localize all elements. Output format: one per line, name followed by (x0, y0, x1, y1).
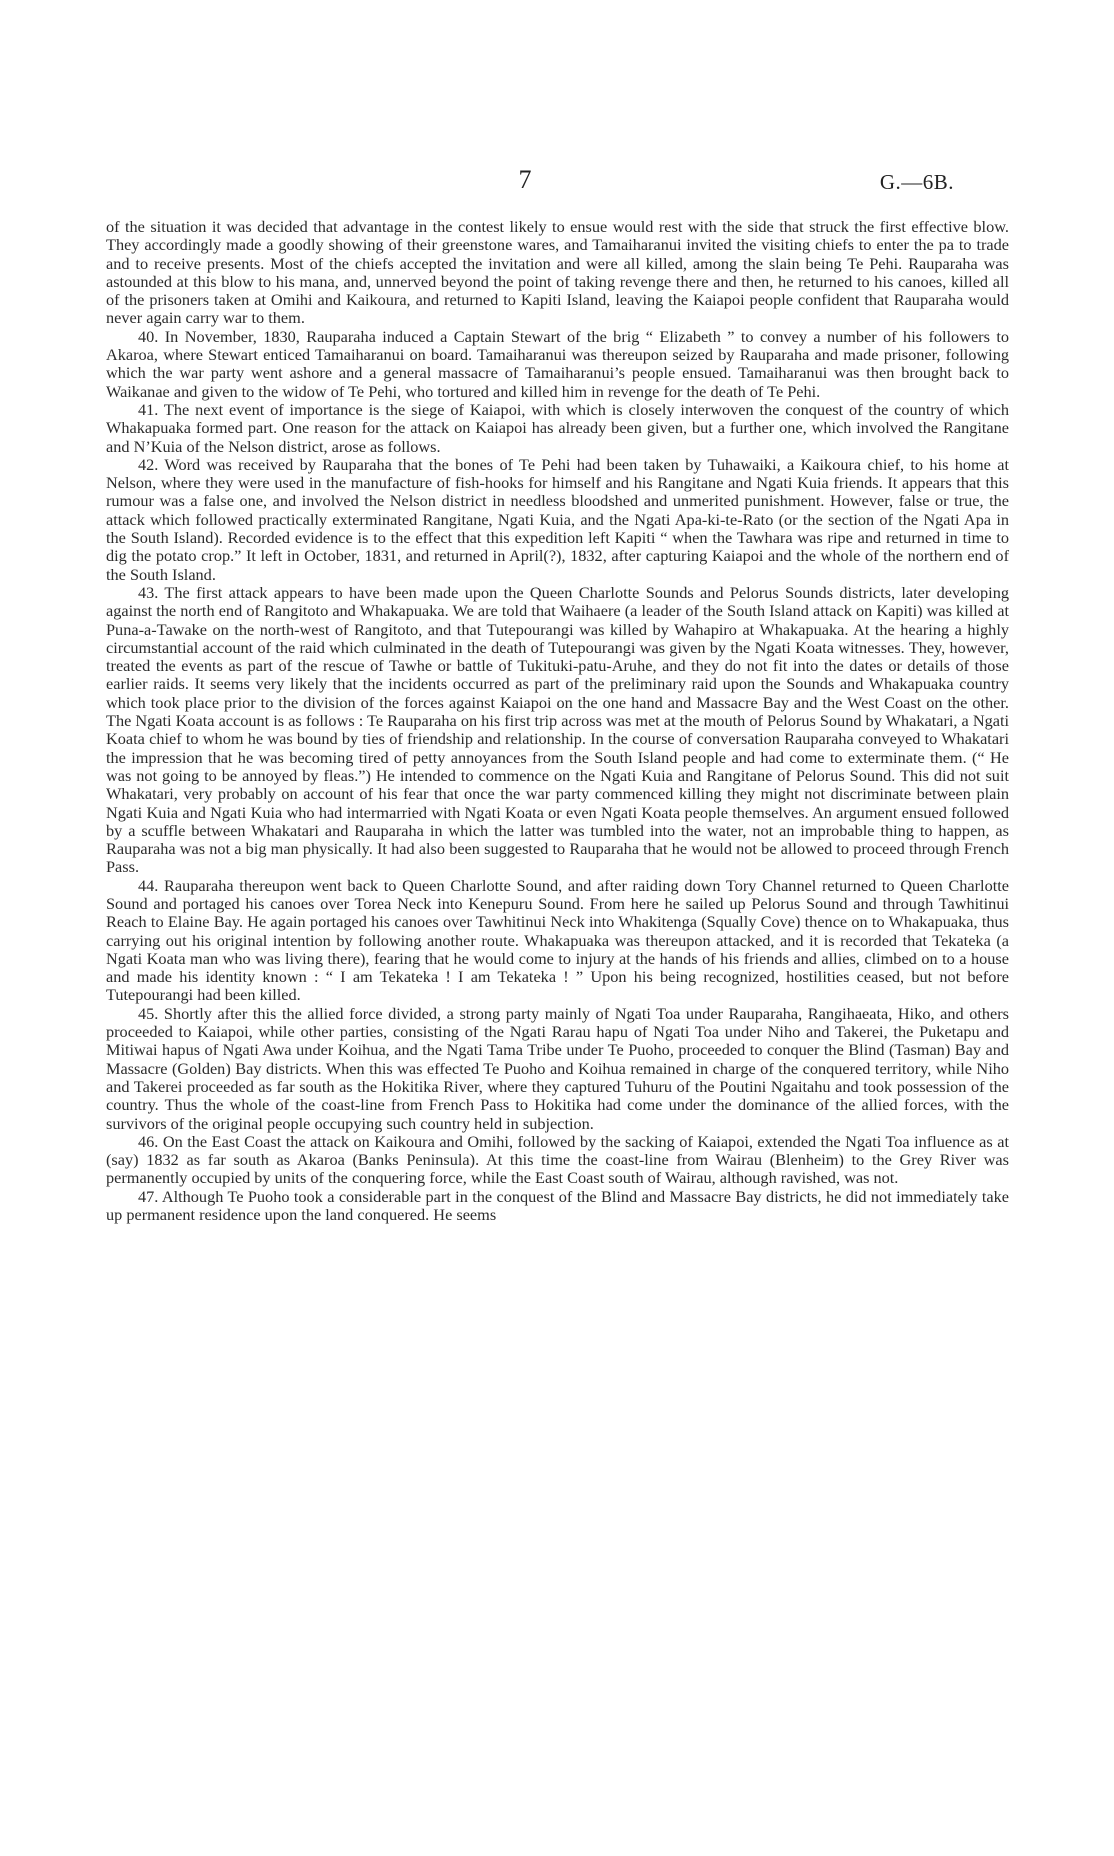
paragraph-40: 40. In November, 1830, Rauparaha induced a Captain Stewart of the brig “ Elizabeth ” to convey a number of his followers to Akaroa, where Stewart enticed Tamaiharanui on board. Tamaiharanui was thereupon seized by Rauparaha and made prisoner, following which the war party went ashore and a general massacre of Tamaiharanui’s people ensued. Tamaiharanui was then brought back to Waikanae and given to the widow of Te Pehi, who tortured and killed him in revenge for the death of Te Pehi. (106, 326, 1009, 401)
page-number: 7 (518, 165, 532, 194)
document-reference: G.—6B. (879, 170, 954, 194)
paragraph-45: 45. Shortly after this the allied force divided, a strong party mainly of Ngati Toa under Rauparaha, Rangihaeata, Hiko, and others proceeded to Kaiapoi, while other parties, consisting of the Ngati Rarau hapu of Ngati Toa under Niho and Takerei, the Puketapu and Mitiwai hapus of Ngati Awa under Koihua, and the Ngati Tama Tribe under Te Puoho, proceeded to conquer the Blind (Tasman) Bay and Massacre (Golden) Bay districts. When this was effected Te Puoho and Koihua remained in charge of the conquered territory, while Niho and Takerei proceeded as far south as the Hokitika River, where they captured Tuhuru of the Poutini Ngaitahu and took possession of the country. Thus the whole of the coast-line from French Pass to Hokitika had come under the dominance of the allied forces, with the survivors of the original people occupying such country held in subjection. (106, 1003, 1009, 1133)
paragraph-39-continuation: of the situation it was decided that advantage in the contest likely to ensue would rest with the side that struck the first effective blow. They accordingly made a goodly showing of their greenstone wares, and Tamaiharanui invited the visiting chiefs to enter the pa to trade and to receive presents. Most of the chiefs accepted the invitation and were all killed, among the slain being Te Pehi. Rauparaha was astounded at this blow to his mana, and, unnerved beyond the point of taking revenge there and then, he returned to his canoes, killed all of the prisoners taken at Omihi and Kaikoura, and returned to Kapiti Island, leaving the Kaiapoi people confident that Rauparaha would never again carry war to them. (106, 217, 1009, 328)
paragraph-47: 47. Although Te Puoho took a considerable part in the conquest of the Blind and Massacre Bay districts, he did not immediately take up permanent residence upon the land conquered. He seems (106, 1186, 1009, 1225)
body-text (106, 218, 1009, 1224)
paragraph-43: 43. The first attack appears to have been made upon the Queen Charlotte Sounds and Pelorus Sounds districts, later developing against the north end of Rangitoto and Whakapuaka. We are told that Waihaere (a leader of the South Island attack on Kapiti) was killed at Puna-a-Tawake on the north-west of Rangitoto, and that Tutepourangi was killed by Wahapiro at Whakapuaka. At the hearing a highly circumstantial account of the raid which culminated in the death of Tutepourangi was given by the Ngati Koata witnesses. They, however, treated the events as part of the rescue of Tawhe or battle of Tukituki-patu-Aruhe, and they do not fit into the dates or details of those earlier raids. It seems very likely that the incidents occurred as part of the preliminary raid upon the Sounds and Whakapuaka country which took place prior to the division of the forces against Kaiapoi on the one hand and Massacre Bay and the West Coast on the other. The Ngati Koata account is as follows : Te Rauparaha on his first trip across was met at the mouth of Pelorus Sound by Whakatari, a Ngati Koata chief to whom he was bound by ties of friendship and relationship. In the course of conversation Rauparaha conveyed to Whakatari the impression that he was becoming tired of petty annoyances from the South Island people and had come to exterminate them. (“ He was not going to be annoyed by fleas.”) He intended to commence on the Ngati Kuia and Rangitane of Pelorus Sound. This did not suit Whakatari, very probably on account of his fear that once the war party commenced killing they might not discriminate between plain Ngati Kuia and Ngati Kuia who had intermarried with Ngati Koata or even Ngati Koata people themselves. An argument ensued followed by a scuffle between Whakatari and Rauparaha in which the latter was tumbled into the water, not an improbable thing to happen, as Rauparaha was not a big man physically. It had also been suggested to Rauparaha that he would not be allowed to proceed through French Pass. (106, 582, 1010, 877)
paragraph-44: 44. Rauparaha thereupon went back to Queen Charlotte Sound, and after raiding down Tory Channel returned to Queen Charlotte Sound and portaged his canoes over Torea Neck into Kenepuru Sound. From here he sailed up Pelorus Sound and through Tawhitinui Reach to Elaine Bay. He again portaged his canoes over Tawhitinui Neck into Whakitenga (Squally Cove) thence on to Whakapuaka, thus carrying out his original intention by following another route. Whakapuaka was thereupon attacked, and it is recorded that Tekateka (a Ngati Koata man who was living there), fearing that he would come to injury at the hands of his friends and allies, climbed on to a house and made his identity known : “ I am Tekateka ! I am Tekateka ! ” Upon his being recognized, hostilities ceased, but not before Tutepourangi had been killed. (106, 875, 1009, 1005)
paragraph-41: 41. The next event of importance is the siege of Kaiapoi, with which is closely interwoven the conquest of the country of which Whakapuaka formed part. One reason for the attack on Kaiapoi has already been given, but a further one, which involved the Rangitane and N’Kuia of the Nelson district, arose as follows. (106, 399, 1009, 456)
paragraph-42: 42. Word was received by Rauparaha that the bones of Te Pehi had been taken by Tuhawaiki, a Kaikoura chief, to his home at Nelson, where they were used in the manufacture of fish-hooks for himself and his Rangitane and Ngati Kuia friends. It appears that this rumour was a false one, and involved the Nelson district in needless bloodshed and unmerited punishment. However, false or true, the attack which followed practically exterminated Rangitane, Ngati Kuia, and the Ngati Apa-ki-te-Rato (or the section of the Ngati Apa in the South Island). Recorded evidence is to the effect that this expedition left Kapiti “ when the Tawhara was ripe and returned in time to dig the potato crop.” It left in October, 1831, and returned in April(?), 1832, after capturing Kaiapoi and the whole of the northern end of the South Island. (106, 454, 1009, 584)
paragraph-46: 46. On the East Coast the attack on Kaikoura and Omihi, followed by the sacking of Kaiapoi, extended the Ngati Toa influence as at (say) 1832 as far south as Akaroa (Banks Peninsula). At this time the coast-line from Wairau (Blenheim) to the Grey River was permanently occupied by units of the conquering force, while the East Coast south of Wairau, although ravished, was not. (106, 1131, 1009, 1188)
